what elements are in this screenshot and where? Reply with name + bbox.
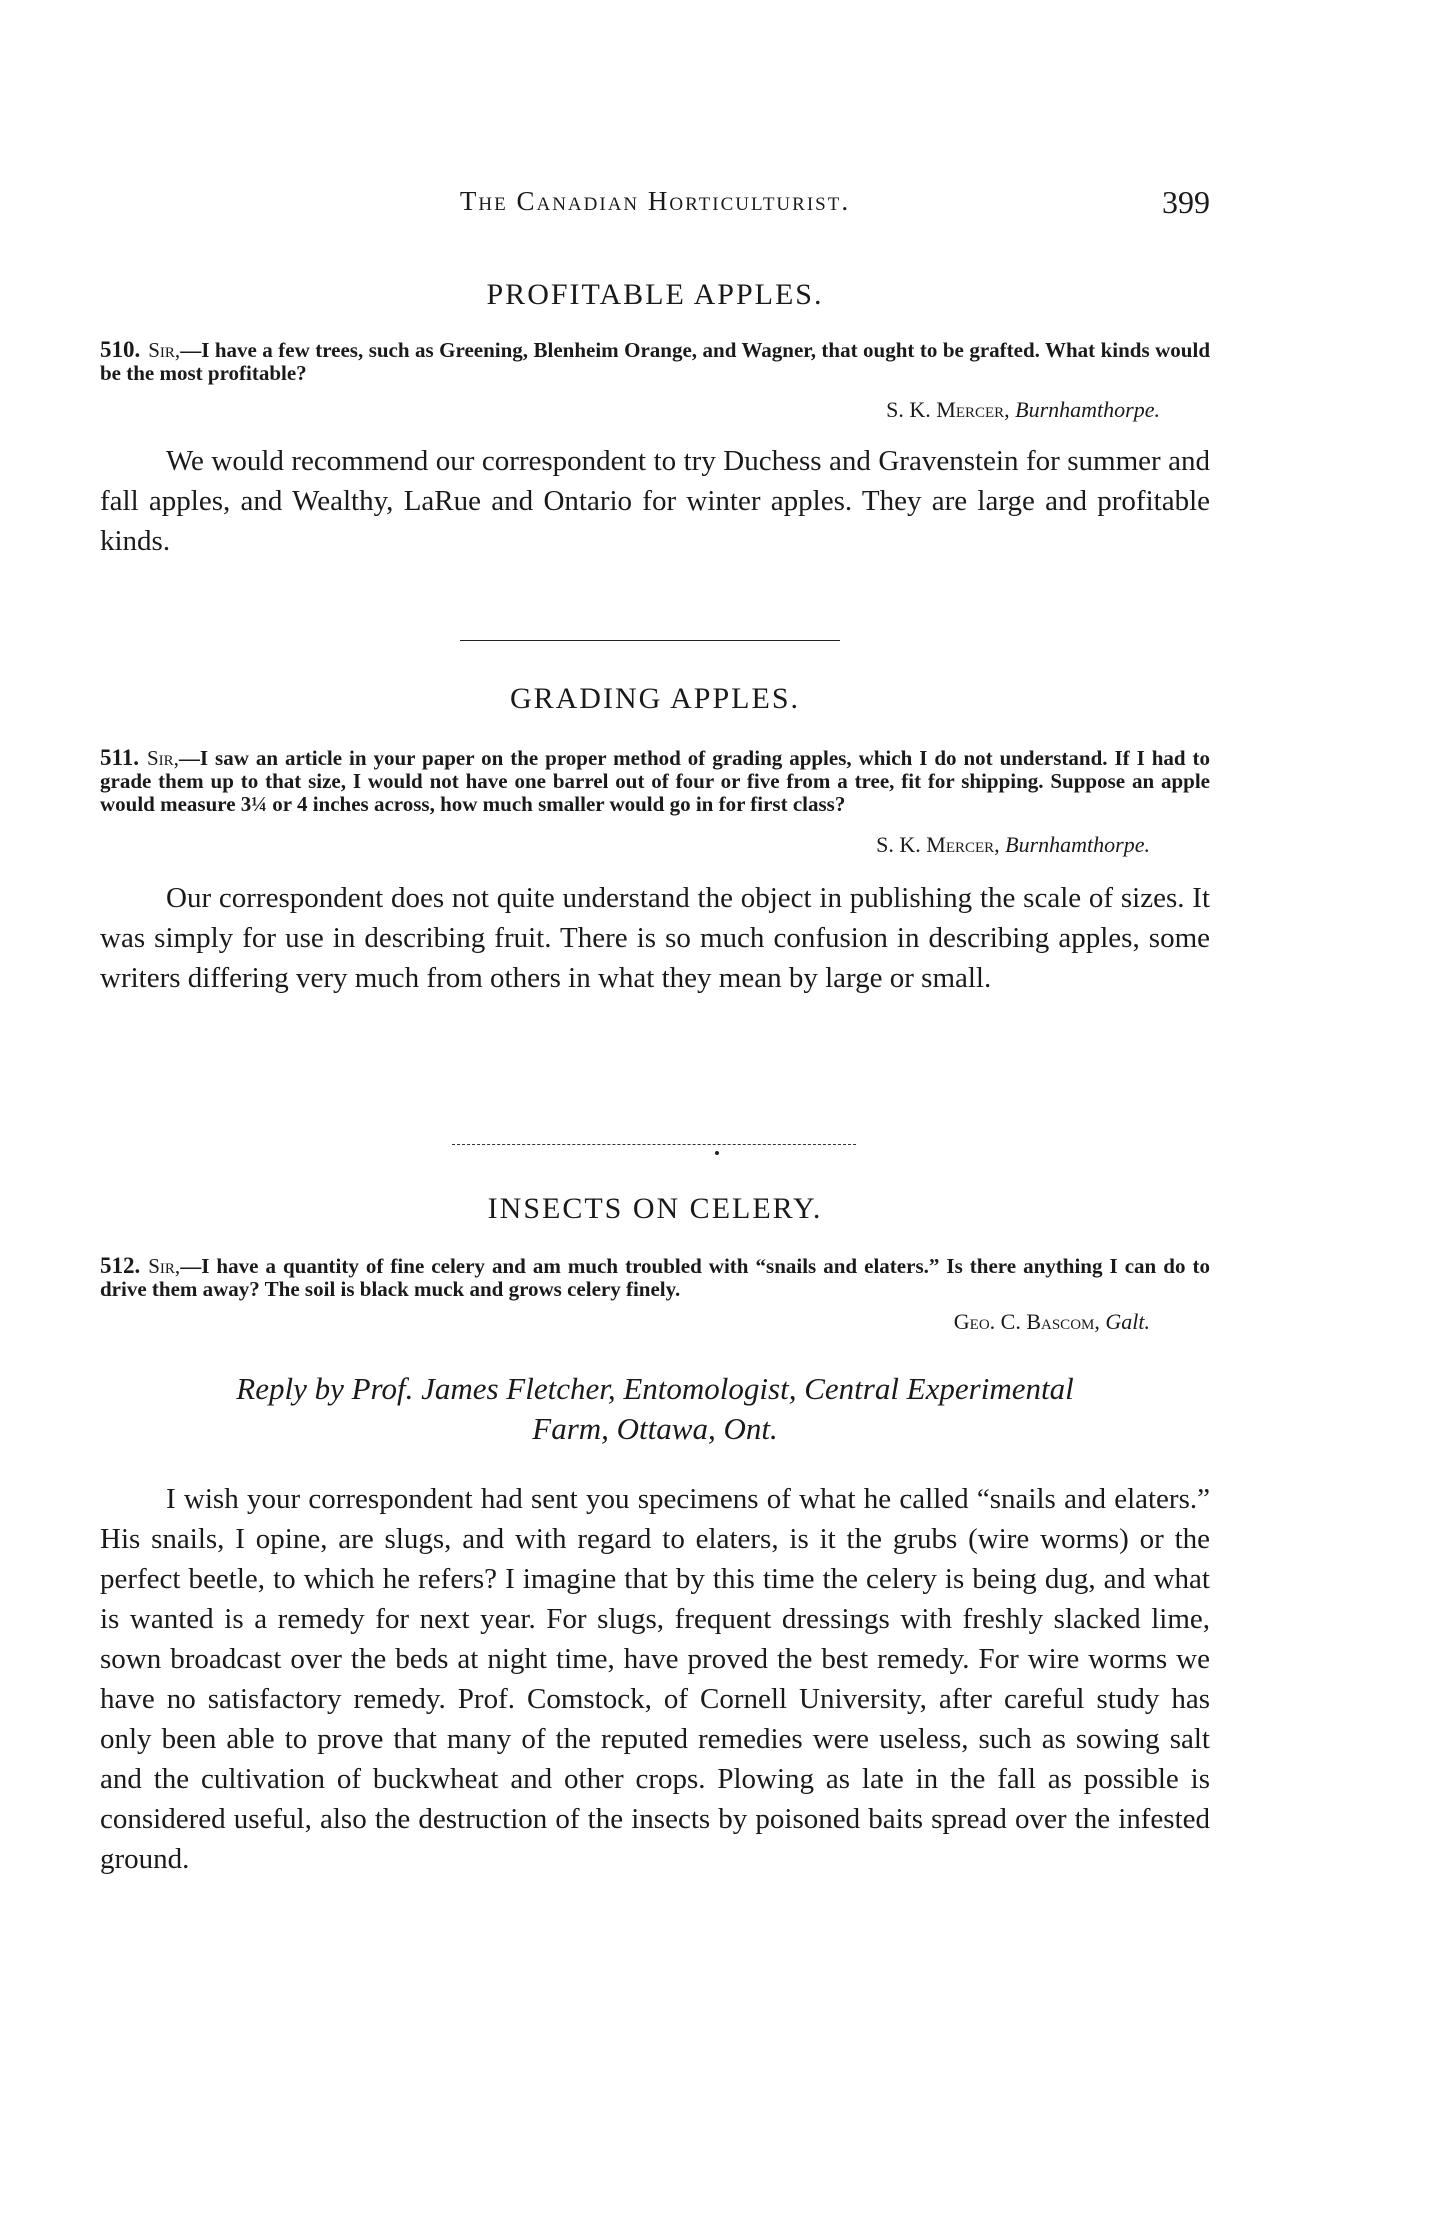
- question-number: 510.: [100, 337, 141, 362]
- section-profitable-apples: [100, 278, 1210, 561]
- signature: [100, 832, 1210, 858]
- question-number: 512.: [100, 1253, 141, 1278]
- running-title-text: The Canadian Horticulturist.: [459, 186, 851, 216]
- signature-place: Burnhamthorpe.: [1005, 832, 1150, 857]
- letter-body: —I saw an article in your paper on the proper method of grading apples, which I do not understand. If I had to grade them up to that size, I would not have one barrel out of four or five from a tree, fit for shipping. Suppose an apple would measure 3¼ or 4 inches across, how much smaller would go in for first class?: [100, 746, 1210, 816]
- letter-text: [100, 338, 1210, 385]
- page-number: 399: [1162, 184, 1210, 220]
- letter-body: —I have a few trees, such as Greening, Blenheim Orange, and Wagner, that ought to be grafted. What kinds would be the most profitable?: [100, 338, 1210, 385]
- salutation: Sir,: [146, 746, 179, 770]
- signature-name: Geo. C. Bascom,: [953, 1309, 1100, 1334]
- signature: [100, 397, 1210, 423]
- signature-name: S. K. Mercer,: [876, 832, 1000, 857]
- running-head: [100, 180, 1210, 240]
- section-heading: GRADING APPLES.: [509, 682, 801, 715]
- signature-place: Burnhamthorpe.: [1015, 397, 1160, 422]
- divider-dot: [715, 1151, 719, 1155]
- signature: [100, 1309, 1210, 1335]
- reply-line-1: Reply by Prof. James Fletcher, Entomologist, Central Experimental: [236, 1371, 1074, 1406]
- letter-body: —I have a quantity of fine celery and am much troubled with “snails and elaters.” Is there anything I can do to drive them away? The soil is black muck and grows celery finely.: [100, 1254, 1210, 1301]
- letter-text: [100, 1254, 1210, 1301]
- signature-place: Galt.: [1105, 1309, 1150, 1334]
- answer-text: I wish your correspondent had sent you specimens of what he called “snails and elaters.” His snails, I opine, are slugs, and with regard to elaters, is it the grubs (wire worms) or the perfect beetle, to which he refers? I imagine that by this time the celery is being dug, and what is wanted is a remedy for next year. For slugs, frequent dressings with freshly slacked lime, sown broadcast over the beds at night time, have proved the best remedy. For wire worms we have no satisfactory remedy. Prof. Comstock, of Cornell University, after careful study has only been able to prove that many of the reputed remedies were useless, such as sowing salt and the cultivation of buckwheat and other crops. Plowing as late in the fall as possible is considered useful, also the destruction of the insects by poisoned baits spread over the infested ground.: [100, 1483, 1210, 1875]
- letter-text: [100, 746, 1210, 816]
- reply-line-2: Farm, Ottawa, Ont.: [532, 1411, 778, 1446]
- section-heading: PROFITABLE APPLES.: [486, 278, 824, 311]
- section-insects-on-celery: [100, 1192, 1210, 1879]
- section-divider: [452, 1144, 856, 1145]
- section-divider: [460, 640, 840, 641]
- answer-text: Our correspondent does not quite understand the object in publishing the scale of sizes. It was simply for use in describing fruit. There is so much confusion in describing apples, some writers differing very much from others in what they mean by large or small.: [100, 882, 1210, 994]
- answer-text: We would recommend our correspondent to try Duchess and Gravenstein for summer and fall apples, and Wealthy, LaRue and Ontario for winter apples. They are large and profitable kinds.: [100, 445, 1210, 557]
- salutation: Sir,: [148, 1254, 181, 1278]
- salutation: Sir,: [148, 338, 181, 362]
- section-grading-apples: [100, 682, 1210, 998]
- question-number: 511.: [100, 745, 139, 770]
- signature-name: S. K. Mercer,: [886, 397, 1010, 422]
- section-heading: INSECTS ON CELERY.: [487, 1192, 823, 1225]
- running-title: [100, 186, 1210, 217]
- reply-attribution: [100, 1369, 1210, 1449]
